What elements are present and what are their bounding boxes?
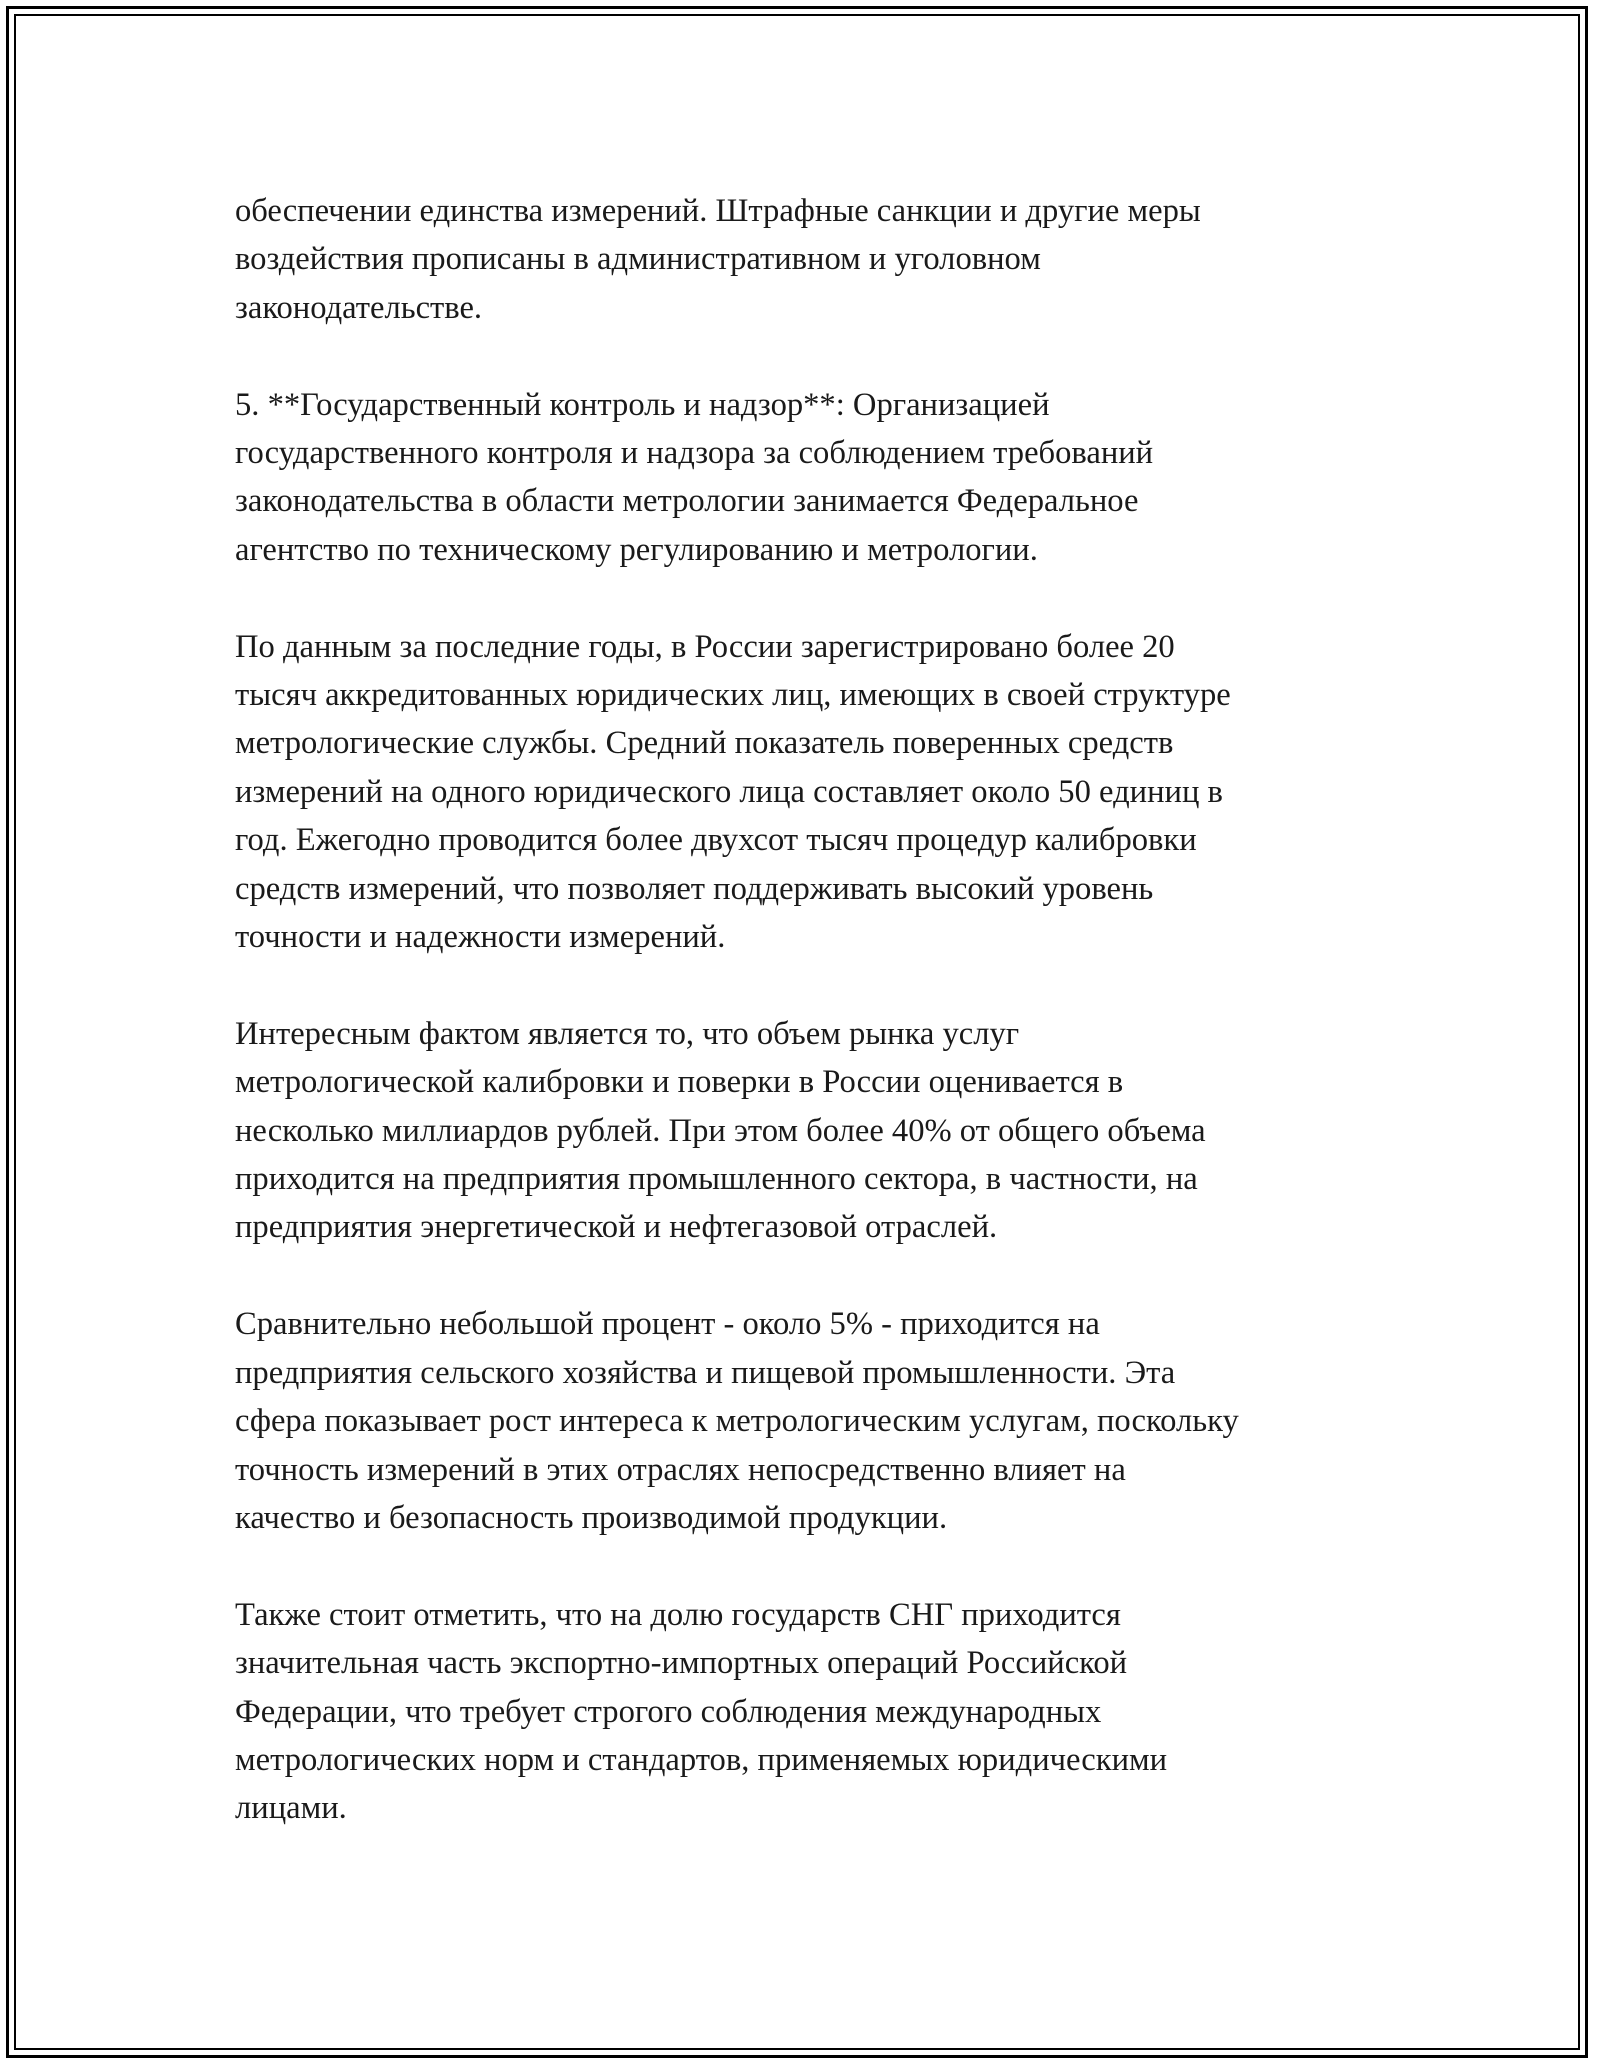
paragraph-agriculture: Сравнительно небольшой процент - около 5% - приходится на предприятия сельского хозяйства и пищевой промышленности. Эта сфера показывает рост интереса к метрологическим услугам, поскольку точность измерений в этих отраслях непосредственно влияет на качество и безопасность производимой продукции. (235, 1306, 1239, 1536)
document-body (235, 187, 1405, 1833)
paragraph-market-volume: Интересным фактом является то, что объем рынка услуг метрологической калибровки и поверки в России оценивается в несколько миллиардов рублей. При этом более 40% от общего объема приходится на предприятия промышленного сектора, в частности, на предприятия энергетической и нефтегазовой отраслей. (235, 1015, 1206, 1246)
paragraph-penalties: обеспечении единства измерений. Штрафные санкции и другие меры воздействия прописаны в административном и уголовном законодательстве. (235, 193, 1201, 326)
paragraph-cis: Также стоит отметить, что на долю государств СНГ приходится значительная часть экспортно-импортных операций Российской Федерации, что требует строгого соблюдения международных метрологических норм и стандартов, применяемых юридическими лицами. (235, 1596, 1168, 1827)
paragraph-state-control: 5. **Государственный контроль и надзор**: Организацией государственного контроля и надзора за соблюдением требований законодательства в области метрологии занимается Федеральное агентство по техническому регулированию и метрологии. (235, 386, 1154, 568)
paragraph-statistics: По данным за последние годы, в России зарегистрировано более 20 тысяч аккредитованных юридических лиц, имеющих в своей структуре метрологические службы. Средний показатель поверенных средств измерений на одного юридического лица составляет около 50 единиц в год. Ежегодно проводится более двухсот тысяч процедур калибровки средств измерений, что позволяет поддерживать высокий уровень точности и надежности измерений. (235, 628, 1231, 956)
